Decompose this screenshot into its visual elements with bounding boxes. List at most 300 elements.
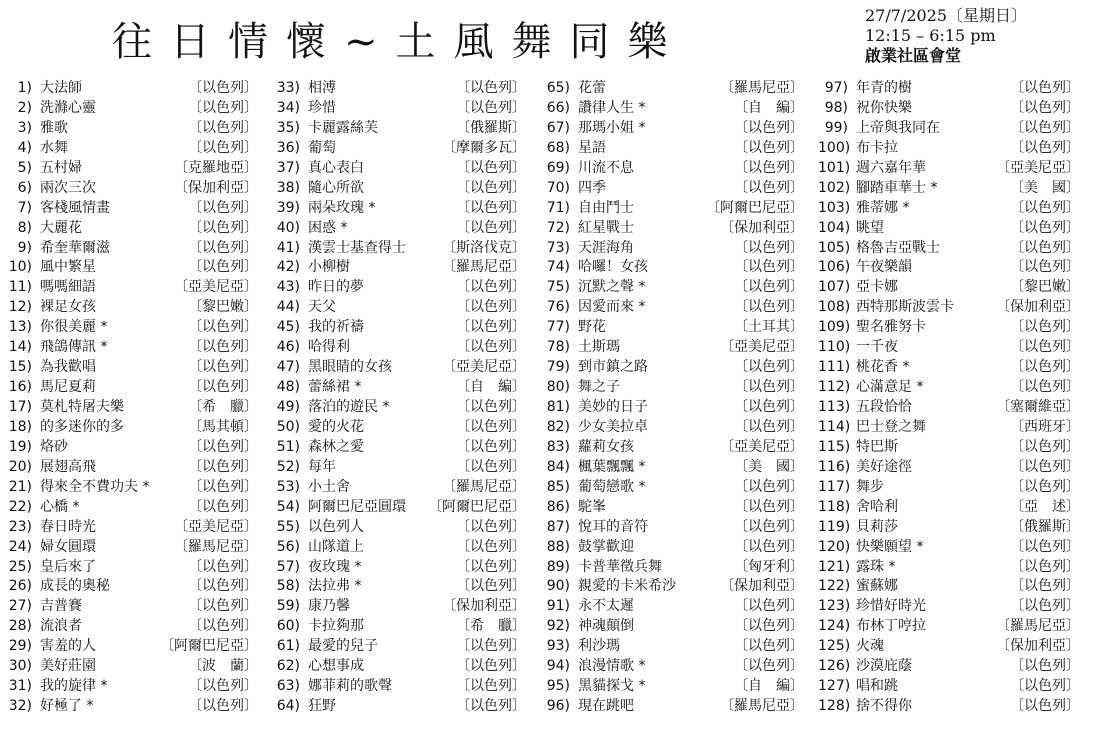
song-origin: 〔以色列〕 xyxy=(456,658,526,675)
song-title: 最愛的兒子 xyxy=(308,638,378,655)
song-row xyxy=(2,159,258,179)
song-row xyxy=(270,179,526,199)
song-origin: 〔以色列〕 xyxy=(456,399,526,415)
song-origin: 〔以色列〕 xyxy=(734,159,804,176)
song-origin: 〔馬其頓〕 xyxy=(188,418,258,435)
song-number: 88) xyxy=(546,538,570,555)
song-title: 昨日的夢 xyxy=(308,279,364,296)
song-origin: 〔以色列〕 xyxy=(456,339,526,356)
song-title: 因愛而來 * xyxy=(578,299,646,316)
song-origin: 〔以色列〕 xyxy=(1010,239,1080,256)
song-row xyxy=(540,139,804,159)
song-origin: 〔以色列〕 xyxy=(1010,199,1080,216)
song-row xyxy=(818,278,1080,298)
song-origin: 〔黎巴嫩〕 xyxy=(1010,279,1080,296)
song-row xyxy=(270,99,526,119)
song-origin: 〔以色列〕 xyxy=(734,478,804,495)
song-number: 1) xyxy=(17,80,32,96)
song-origin: 〔亞美尼亞〕 xyxy=(996,159,1080,176)
song-row xyxy=(270,199,526,219)
song-title: 水舞 xyxy=(40,139,68,156)
song-origin: 〔俄羅斯〕 xyxy=(1010,518,1080,535)
song-title: 舍哈利 xyxy=(856,498,898,515)
song-origin: 〔羅馬尼亞〕 xyxy=(174,538,258,555)
song-row xyxy=(2,258,258,278)
song-number: 9) xyxy=(17,239,32,256)
song-number: 43) xyxy=(276,279,300,296)
song-row xyxy=(270,637,526,657)
song-origin: 〔亞美尼亞〕 xyxy=(174,279,258,296)
song-origin: 〔以色列〕 xyxy=(188,139,258,156)
song-row xyxy=(270,438,526,458)
song-row xyxy=(818,99,1080,119)
song-number: 97) xyxy=(824,80,848,96)
song-title: 黑眼睛的女孩 xyxy=(308,359,392,376)
song-title: 皇后來了 xyxy=(40,558,96,575)
song-row xyxy=(2,358,258,378)
song-row xyxy=(270,617,526,637)
song-number: 57) xyxy=(276,558,300,575)
song-row xyxy=(270,538,526,558)
song-row xyxy=(2,119,258,139)
song-row xyxy=(2,498,258,518)
song-title: 鼓掌歡迎 xyxy=(578,538,634,555)
event-venue: 啟業社區會堂 xyxy=(865,46,962,65)
song-number: 53) xyxy=(276,478,300,495)
song-number: 75) xyxy=(546,279,570,296)
song-number: 100) xyxy=(818,139,851,156)
song-row xyxy=(818,79,1080,99)
song-title: 少女美拉卓 xyxy=(578,418,648,435)
song-number: 87) xyxy=(546,518,570,535)
song-row xyxy=(540,219,804,239)
song-number: 62) xyxy=(276,658,300,675)
song-number: 123) xyxy=(818,598,851,615)
song-origin: 〔斯洛伐克〕 xyxy=(442,239,526,256)
song-title: 西特那斯波雲卡 xyxy=(856,299,954,316)
song-origin: 〔以色列〕 xyxy=(188,239,258,256)
song-origin: 〔以色列〕 xyxy=(734,498,804,515)
song-row xyxy=(540,677,804,697)
song-row xyxy=(818,637,1080,657)
song-origin: 〔以色列〕 xyxy=(456,458,526,475)
song-number: 80) xyxy=(546,379,570,396)
song-title: 阿爾巴尼亞圓環 xyxy=(308,498,406,515)
song-row xyxy=(540,99,804,119)
song-row xyxy=(540,438,804,458)
song-origin: 〔以色列〕 xyxy=(734,598,804,615)
song-row xyxy=(270,677,526,697)
song-title: 貝莉莎 xyxy=(856,518,898,535)
song-title: 布林丁哼拉 xyxy=(856,618,926,635)
song-row xyxy=(270,458,526,478)
song-title: 大法師 xyxy=(40,80,82,96)
song-row xyxy=(270,577,526,597)
song-number: 34) xyxy=(276,99,300,116)
song-row xyxy=(540,577,804,597)
song-title: 午夜樂韻 xyxy=(856,259,912,276)
song-title: 春日時光 xyxy=(40,518,96,535)
song-title: 亞卡娜 xyxy=(856,279,898,296)
song-title: 卡拉夠那 xyxy=(308,618,364,635)
song-row xyxy=(818,179,1080,199)
song-title: 上帝與我同在 xyxy=(856,119,940,136)
song-title: 困惑 * xyxy=(308,219,348,236)
song-number: 10) xyxy=(8,259,32,276)
song-number: 28) xyxy=(8,618,32,635)
song-row xyxy=(540,418,804,438)
song-origin: 〔以色列〕 xyxy=(734,618,804,635)
song-title: 沉默之聲 * xyxy=(578,279,646,296)
song-title: 天涯海角 xyxy=(578,239,634,256)
song-origin: 〔塞爾維亞〕 xyxy=(996,399,1080,415)
song-origin: 〔以色列〕 xyxy=(188,598,258,615)
song-origin: 〔摩爾多瓦〕 xyxy=(442,139,526,156)
song-origin: 〔希 臘〕 xyxy=(456,618,526,635)
song-number: 36) xyxy=(276,139,300,156)
song-title: 浪漫情歌 * xyxy=(578,658,646,675)
song-title: 心想事成 xyxy=(308,658,364,675)
song-origin: 〔自 編〕 xyxy=(734,99,804,116)
song-title: 紅星戰士 xyxy=(578,219,634,236)
song-title: 永不太遲 xyxy=(578,598,634,615)
song-number: 17) xyxy=(8,399,32,415)
song-row xyxy=(818,258,1080,278)
song-origin: 〔以色列〕 xyxy=(188,319,258,336)
song-origin: 〔以色列〕 xyxy=(1010,658,1080,675)
song-origin: 〔以色列〕 xyxy=(734,259,804,276)
song-title: 布卡拉 xyxy=(856,139,898,156)
song-title: 莫札特屠夫樂 xyxy=(40,399,124,415)
song-number: 122) xyxy=(818,578,851,595)
song-number: 67) xyxy=(546,119,570,136)
song-title: 美妙的日子 xyxy=(578,399,648,415)
song-title: 特巴斯 xyxy=(856,438,898,455)
song-number: 92) xyxy=(546,618,570,635)
song-row xyxy=(270,358,526,378)
song-origin: 〔以色列〕 xyxy=(1010,339,1080,356)
song-origin: 〔以色列〕 xyxy=(456,558,526,575)
song-row xyxy=(540,298,804,318)
song-origin: 〔希 臘〕 xyxy=(188,399,258,415)
song-row xyxy=(270,478,526,498)
song-title: 小土舍 xyxy=(308,478,350,495)
song-row xyxy=(818,677,1080,697)
song-origin: 〔以色列〕 xyxy=(1010,698,1080,715)
song-row xyxy=(2,677,258,697)
song-row xyxy=(540,558,804,578)
song-origin: 〔以色列〕 xyxy=(188,259,258,276)
song-row xyxy=(270,697,526,717)
song-origin: 〔以色列〕 xyxy=(1010,678,1080,695)
song-origin: 〔以色列〕 xyxy=(188,199,258,216)
song-number: 115) xyxy=(818,438,851,455)
song-origin: 〔以色列〕 xyxy=(188,618,258,635)
song-number: 5) xyxy=(17,159,32,176)
song-title: 葡萄 xyxy=(308,139,336,156)
song-row xyxy=(2,239,258,259)
song-number: 79) xyxy=(546,359,570,376)
song-title: 利沙瑪 xyxy=(578,638,620,655)
song-title: 自由鬥士 xyxy=(578,199,634,216)
song-number: 46) xyxy=(276,339,300,356)
song-title: 祝你快樂 xyxy=(856,99,912,116)
song-title: 火魂 xyxy=(856,638,884,655)
song-title: 漢雲士基查得士 xyxy=(308,239,406,256)
song-title: 愛的火花 xyxy=(308,418,364,435)
song-title: 吉普賽 xyxy=(40,598,82,615)
song-title: 雅蒂娜 * xyxy=(856,199,910,216)
song-title: 為我歡唱 xyxy=(40,359,96,376)
song-row xyxy=(270,159,526,179)
song-number: 8) xyxy=(17,219,32,236)
song-number: 116) xyxy=(818,458,851,475)
song-row xyxy=(2,139,258,159)
song-origin: 〔以色列〕 xyxy=(188,359,258,376)
song-number: 19) xyxy=(8,438,32,455)
song-origin: 〔以色列〕 xyxy=(188,578,258,595)
song-title: 我的旋律 * xyxy=(40,678,108,695)
song-title: 得來全不費功夫 * xyxy=(40,478,150,495)
song-number: 114) xyxy=(818,418,851,435)
song-origin: 〔羅馬尼亞〕 xyxy=(442,478,526,495)
song-title: 唱和跳 xyxy=(856,678,898,695)
song-title: 心橋 * xyxy=(40,498,80,515)
song-title: 桃花香 * xyxy=(856,359,910,376)
song-row xyxy=(2,219,258,239)
song-number: 52) xyxy=(276,458,300,475)
song-origin: 〔以色列〕 xyxy=(456,438,526,455)
song-title: 黑貓探戈 * xyxy=(578,678,646,695)
song-title: 洗滌心靈 xyxy=(40,99,96,116)
song-title: 野花 xyxy=(578,319,606,336)
song-origin: 〔以色列〕 xyxy=(456,199,526,216)
song-number: 117) xyxy=(818,478,851,495)
song-title: 親愛的卡米希沙 xyxy=(578,578,676,595)
song-row xyxy=(540,697,804,717)
song-row xyxy=(2,318,258,338)
song-number: 118) xyxy=(818,498,851,515)
song-title: 珍惜 xyxy=(308,99,336,116)
song-row xyxy=(2,398,258,418)
song-list-column-1 xyxy=(2,79,258,717)
song-number: 63) xyxy=(276,678,300,695)
song-row xyxy=(818,159,1080,179)
song-origin: 〔以色列〕 xyxy=(734,179,804,196)
song-title: 捨不得你 xyxy=(856,698,912,715)
song-number: 51) xyxy=(276,438,300,455)
song-number: 107) xyxy=(818,279,851,296)
song-title: 大麗花 xyxy=(40,219,82,236)
song-title: 現在跳吧 xyxy=(578,698,634,715)
song-title: 成長的奧秘 xyxy=(40,578,110,595)
song-row xyxy=(2,458,258,478)
song-number: 30) xyxy=(8,658,32,675)
song-title: 卡普華徵兵舞 xyxy=(578,558,662,575)
song-title: 駝峯 xyxy=(578,498,606,515)
song-title: 天父 xyxy=(308,299,336,316)
song-number: 98) xyxy=(824,99,848,116)
song-title: 裸足女孩 xyxy=(40,299,96,316)
song-number: 86) xyxy=(546,498,570,515)
song-number: 59) xyxy=(276,598,300,615)
song-origin: 〔以色列〕 xyxy=(456,159,526,176)
song-number: 25) xyxy=(8,558,32,575)
song-origin: 〔以色列〕 xyxy=(188,438,258,455)
song-origin: 〔亞 述〕 xyxy=(1010,498,1080,515)
song-number: 70) xyxy=(546,179,570,196)
song-origin: 〔以色列〕 xyxy=(1010,379,1080,396)
song-origin: 〔自 編〕 xyxy=(456,379,526,396)
song-row xyxy=(2,298,258,318)
song-number: 112) xyxy=(818,379,851,396)
song-origin: 〔黎巴嫩〕 xyxy=(188,299,258,316)
song-origin: 〔西班牙〕 xyxy=(1010,418,1080,435)
song-number: 55) xyxy=(276,518,300,535)
song-row xyxy=(818,438,1080,458)
song-row xyxy=(270,597,526,617)
song-origin: 〔克羅地亞〕 xyxy=(174,159,258,176)
song-row xyxy=(540,318,804,338)
song-origin: 〔自 編〕 xyxy=(734,678,804,695)
song-row xyxy=(540,478,804,498)
song-origin: 〔以色列〕 xyxy=(456,518,526,535)
song-origin: 〔以色列〕 xyxy=(188,698,258,715)
song-title: 風中繁星 xyxy=(40,259,96,276)
song-number: 42) xyxy=(276,259,300,276)
song-row xyxy=(818,518,1080,538)
song-row xyxy=(540,597,804,617)
song-origin: 〔羅馬尼亞〕 xyxy=(720,80,804,96)
song-row xyxy=(818,119,1080,139)
song-row xyxy=(818,398,1080,418)
song-title: 週六嘉年華 xyxy=(856,159,926,176)
song-title: 讚律人生 * xyxy=(578,99,646,116)
song-number: 2) xyxy=(17,99,32,116)
song-origin: 〔以色列〕 xyxy=(1010,558,1080,575)
song-title: 那瑪小姐 * xyxy=(578,119,646,136)
song-title: 星語 xyxy=(578,139,606,156)
song-origin: 〔以色列〕 xyxy=(1010,359,1080,376)
song-row xyxy=(2,438,258,458)
song-number: 35) xyxy=(276,119,300,136)
song-row xyxy=(540,179,804,199)
song-number: 76) xyxy=(546,299,570,316)
song-row xyxy=(818,298,1080,318)
song-row xyxy=(2,378,258,398)
song-number: 77) xyxy=(546,319,570,336)
song-number: 69) xyxy=(546,159,570,176)
song-number: 7) xyxy=(17,199,32,216)
song-number: 73) xyxy=(546,239,570,256)
song-origin: 〔以色列〕 xyxy=(456,80,526,96)
song-title: 土斯瑪 xyxy=(578,339,620,356)
song-row xyxy=(270,378,526,398)
song-origin: 〔以色列〕 xyxy=(734,538,804,555)
song-row xyxy=(818,418,1080,438)
song-row xyxy=(270,338,526,358)
song-number: 110) xyxy=(818,339,851,356)
song-number: 61) xyxy=(276,638,300,655)
song-number: 48) xyxy=(276,379,300,396)
song-title: 隨心所欲 xyxy=(308,179,364,196)
song-origin: 〔阿爾巴尼亞〕 xyxy=(428,498,526,515)
song-number: 128) xyxy=(818,698,851,715)
song-row xyxy=(2,478,258,498)
song-number: 15) xyxy=(8,359,32,376)
song-origin: 〔保加利亞〕 xyxy=(720,578,804,595)
song-number: 21) xyxy=(8,478,32,495)
song-row xyxy=(270,258,526,278)
song-origin: 〔匈牙利〕 xyxy=(734,558,804,575)
song-row xyxy=(540,398,804,418)
song-row xyxy=(270,139,526,159)
song-number: 11) xyxy=(8,279,32,296)
song-number: 41) xyxy=(276,239,300,256)
song-title: 蜜蘇娜 xyxy=(856,578,898,595)
song-origin: 〔以色列〕 xyxy=(734,279,804,296)
song-title: 我的祈禱 xyxy=(308,319,364,336)
song-row xyxy=(818,139,1080,159)
song-title: 五村婦 xyxy=(40,159,82,176)
song-origin: 〔阿爾巴尼亞〕 xyxy=(160,638,258,655)
song-title: 展翅高飛 xyxy=(40,458,96,475)
song-row xyxy=(818,378,1080,398)
song-title: 神魂顛倒 xyxy=(578,618,634,635)
song-number: 71) xyxy=(546,199,570,216)
song-row xyxy=(2,179,258,199)
song-title: 舞之子 xyxy=(578,379,620,396)
song-title: 快樂願望 * xyxy=(856,538,924,555)
song-number: 37) xyxy=(276,159,300,176)
song-origin: 〔以色列〕 xyxy=(456,578,526,595)
song-origin: 〔以色列〕 xyxy=(188,558,258,575)
song-row xyxy=(818,498,1080,518)
song-origin: 〔俄羅斯〕 xyxy=(456,119,526,136)
song-origin: 〔保加利亞〕 xyxy=(996,299,1080,316)
song-title: 落泊的遊民 * xyxy=(308,399,390,415)
song-list-column-2 xyxy=(270,79,526,717)
song-title: 花蕾 xyxy=(578,80,606,96)
song-origin: 〔以色列〕 xyxy=(456,279,526,296)
song-row xyxy=(2,538,258,558)
song-origin: 〔以色列〕 xyxy=(1010,319,1080,336)
song-number: 64) xyxy=(276,698,300,715)
song-title: 客棧風情畫 xyxy=(40,199,110,216)
song-title: 露珠 * xyxy=(856,558,896,575)
song-row xyxy=(270,418,526,438)
song-title: 流浪者 xyxy=(40,618,82,635)
song-row xyxy=(270,657,526,677)
song-row xyxy=(2,657,258,677)
song-number: 16) xyxy=(8,379,32,396)
song-row xyxy=(818,219,1080,239)
song-row xyxy=(270,79,526,99)
song-title: 年青的樹 xyxy=(856,80,912,96)
song-origin: 〔以色列〕 xyxy=(456,179,526,196)
song-row xyxy=(2,577,258,597)
song-list-column-3 xyxy=(540,79,804,717)
song-row xyxy=(540,538,804,558)
song-origin: 〔亞美尼亞〕 xyxy=(720,438,804,455)
song-row xyxy=(2,637,258,657)
song-number: 94) xyxy=(546,658,570,675)
event-info xyxy=(865,6,1027,66)
song-title: 狂野 xyxy=(308,698,336,715)
song-origin: 〔以色列〕 xyxy=(734,239,804,256)
song-origin: 〔美 國〕 xyxy=(734,458,804,475)
song-origin: 〔以色列〕 xyxy=(456,538,526,555)
